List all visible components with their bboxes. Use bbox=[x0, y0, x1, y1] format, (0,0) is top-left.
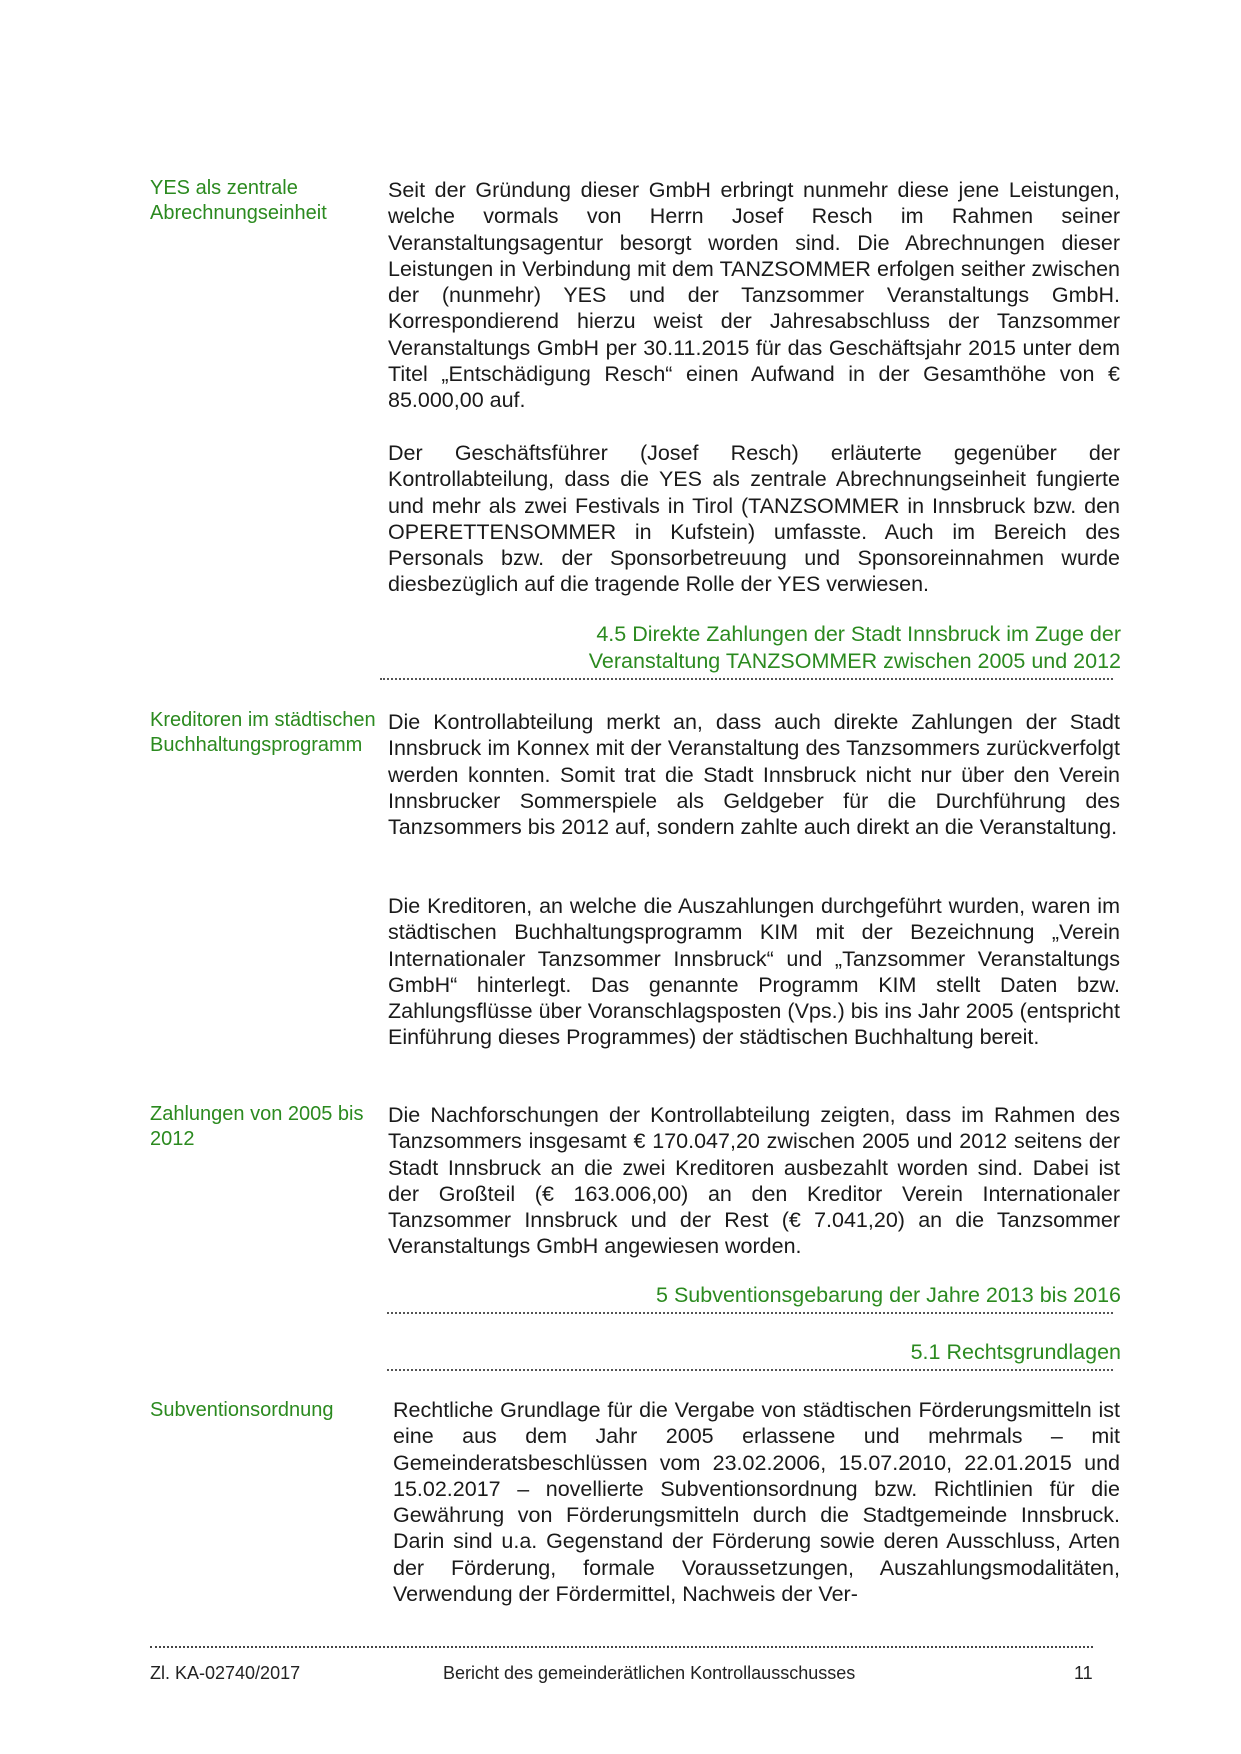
margin-note-yes-zentrale-abrechnungseinheit: YES als zentrale Abrechnungseinheit bbox=[150, 177, 327, 224]
heading-divider bbox=[387, 1369, 1113, 1371]
section-heading-4-5 bbox=[589, 621, 1121, 674]
paragraph-rechtliche-grundlage: Rechtliche Grundlage für die Vergabe von städtischen Förderungsmitteln ist eine aus dem Jahr 2005 erlassene und mehrmals – mit Gemeinderatsbeschlüssen vom 23.02.2006, 15.07.2010, 22.01.2015 und 15.02.2017 – novellierte Subventionsordnung bzw. Richtlinien für die Gewährung von Förderungsmitteln durch die Stadtgemeinde Innsbruck. Darin sind u.a. Gegenstand der Förderung sowie deren Ausschluss, Arten der Förderung, formale Voraussetzungen, Auszahlungsmodalitäten, Verwendung der Fördermittel, Nachweis der Ver- bbox=[393, 1398, 1120, 1607]
paragraph-kreditoren-kim: Die Kreditoren, an welche die Auszahlungen durchgeführt wurden, waren im städtischen Buchhaltungsprogramm KIM mit der Bezeichnung „Verein Internationaler Tanzsommer Innsbruck“ und „Tanzsommer Veranstaltungs GmbH“ hinterlegt. Das genannte Programm KIM stellt Daten bzw. Zahlungsflüsse über Voranschlagsposten (Vps.) bis ins Jahr 2005 (entspricht Einführung dieses Programmes) der städtischen Buchhaltung bereit. bbox=[388, 894, 1120, 1050]
section-number: 4.5 bbox=[596, 622, 627, 646]
section-title-line-2: Veranstaltung TANZSOMMER zwischen 2005 und 2012 bbox=[588, 648, 1121, 673]
heading-divider bbox=[387, 1312, 1113, 1314]
section-heading-5-1 bbox=[911, 1339, 1121, 1366]
footer-report-title: Bericht des gemeinderätlichen Kontrollausschusses bbox=[443, 1663, 856, 1683]
section-title: Subventionsgebarung der Jahre 2013 bis 2016 bbox=[673, 1283, 1121, 1307]
margin-note-zahlungen-2005-2012: Zahlungen von 2005 bis 2012 bbox=[150, 1103, 364, 1150]
footer-page-number: 11 bbox=[1074, 1663, 1093, 1683]
section-title-line-1: Direkte Zahlungen der Stadt Innsbruck im Zuge der bbox=[632, 622, 1121, 646]
section-number: 5.1 bbox=[910, 1340, 941, 1364]
paragraph-yes-leistungen: Seit der Gründung dieser GmbH erbringt nunmehr diese jene Leistungen, welche vormals von Herrn Josef Resch im Rahmen seiner Veranstaltungsagentur besorgt worden sind. Die Abrechnungen dieser Leistungen in Verbindung mit dem TANZSOMMER erfolgen seither zwischen der (nunmehr) YES und der Tanzsommer Veranstaltungs GmbH. Korrespondierend hierzu weist der Jahresabschluss der Tanzsommer Veranstaltungs GmbH per 30.11.2015 für das Geschäftsjahr 2015 unter dem Titel „Entschädigung Resch“ einen Aufwand in der Gesamthöhe von € 85.000,00 auf. bbox=[388, 178, 1120, 413]
margin-note-kreditoren: Kreditoren im städtischen Buchhaltungsprogramm bbox=[150, 709, 376, 756]
margin-note-subventionsordnung: Subventionsordnung bbox=[150, 1399, 334, 1421]
paragraph-geschaeftsfuehrer: Der Geschäftsführer (Josef Resch) erläuterte gegenüber der Kontrollabteilung, dass die YES als zentrale Abrechnungseinheit fungierte und mehr als zwei Festivals in Tirol (TANZSOMMER in Innsbruck bzw. den OPERETTENSOMMER in Kufstein) umfasste. Auch im Bereich des Personals bzw. der Sponsorbetreuung und Sponsoreinnahmen wurde diesbezüglich auf die tragende Rolle der YES verwiesen. bbox=[388, 441, 1120, 597]
section-title: Rechtsgrundlagen bbox=[946, 1340, 1121, 1364]
section-heading-5 bbox=[656, 1282, 1121, 1309]
footer-reference: Zl. KA-02740/2017 bbox=[150, 1663, 301, 1683]
paragraph-nachforschungen: Die Nachforschungen der Kontrollabteilung zeigten, dass im Rahmen des Tanzsommers insgesamt € 170.047,20 zwischen 2005 und 2012 seitens der Stadt Innsbruck an die zwei Kreditoren ausbezahlt worden sind. Dabei ist der Großteil (€ 163.006,00) an den Kreditor Verein Internationaler Tanzsommer Innsbruck und der Rest (€ 7.041,20) an die Tanzsommer Veranstaltungs GmbH angewiesen worden. bbox=[388, 1103, 1120, 1259]
heading-divider bbox=[380, 678, 1113, 680]
footer-divider bbox=[150, 1646, 1093, 1648]
paragraph-direkte-zahlungen: Die Kontrollabteilung merkt an, dass auch direkte Zahlungen der Stadt Innsbruck im Konnex mit der Veranstaltung des Tanzsommers zurückverfolgt werden konnten. Somit trat die Stadt Innsbruck nicht nur über den Verein Innsbrucker Sommerspiele als Geldgeber für die Durchführung des Tanzsommers bis 2012 auf, sondern zahlte auch direkt an die Veranstaltung. bbox=[388, 710, 1120, 840]
section-number: 5 bbox=[655, 1283, 668, 1307]
